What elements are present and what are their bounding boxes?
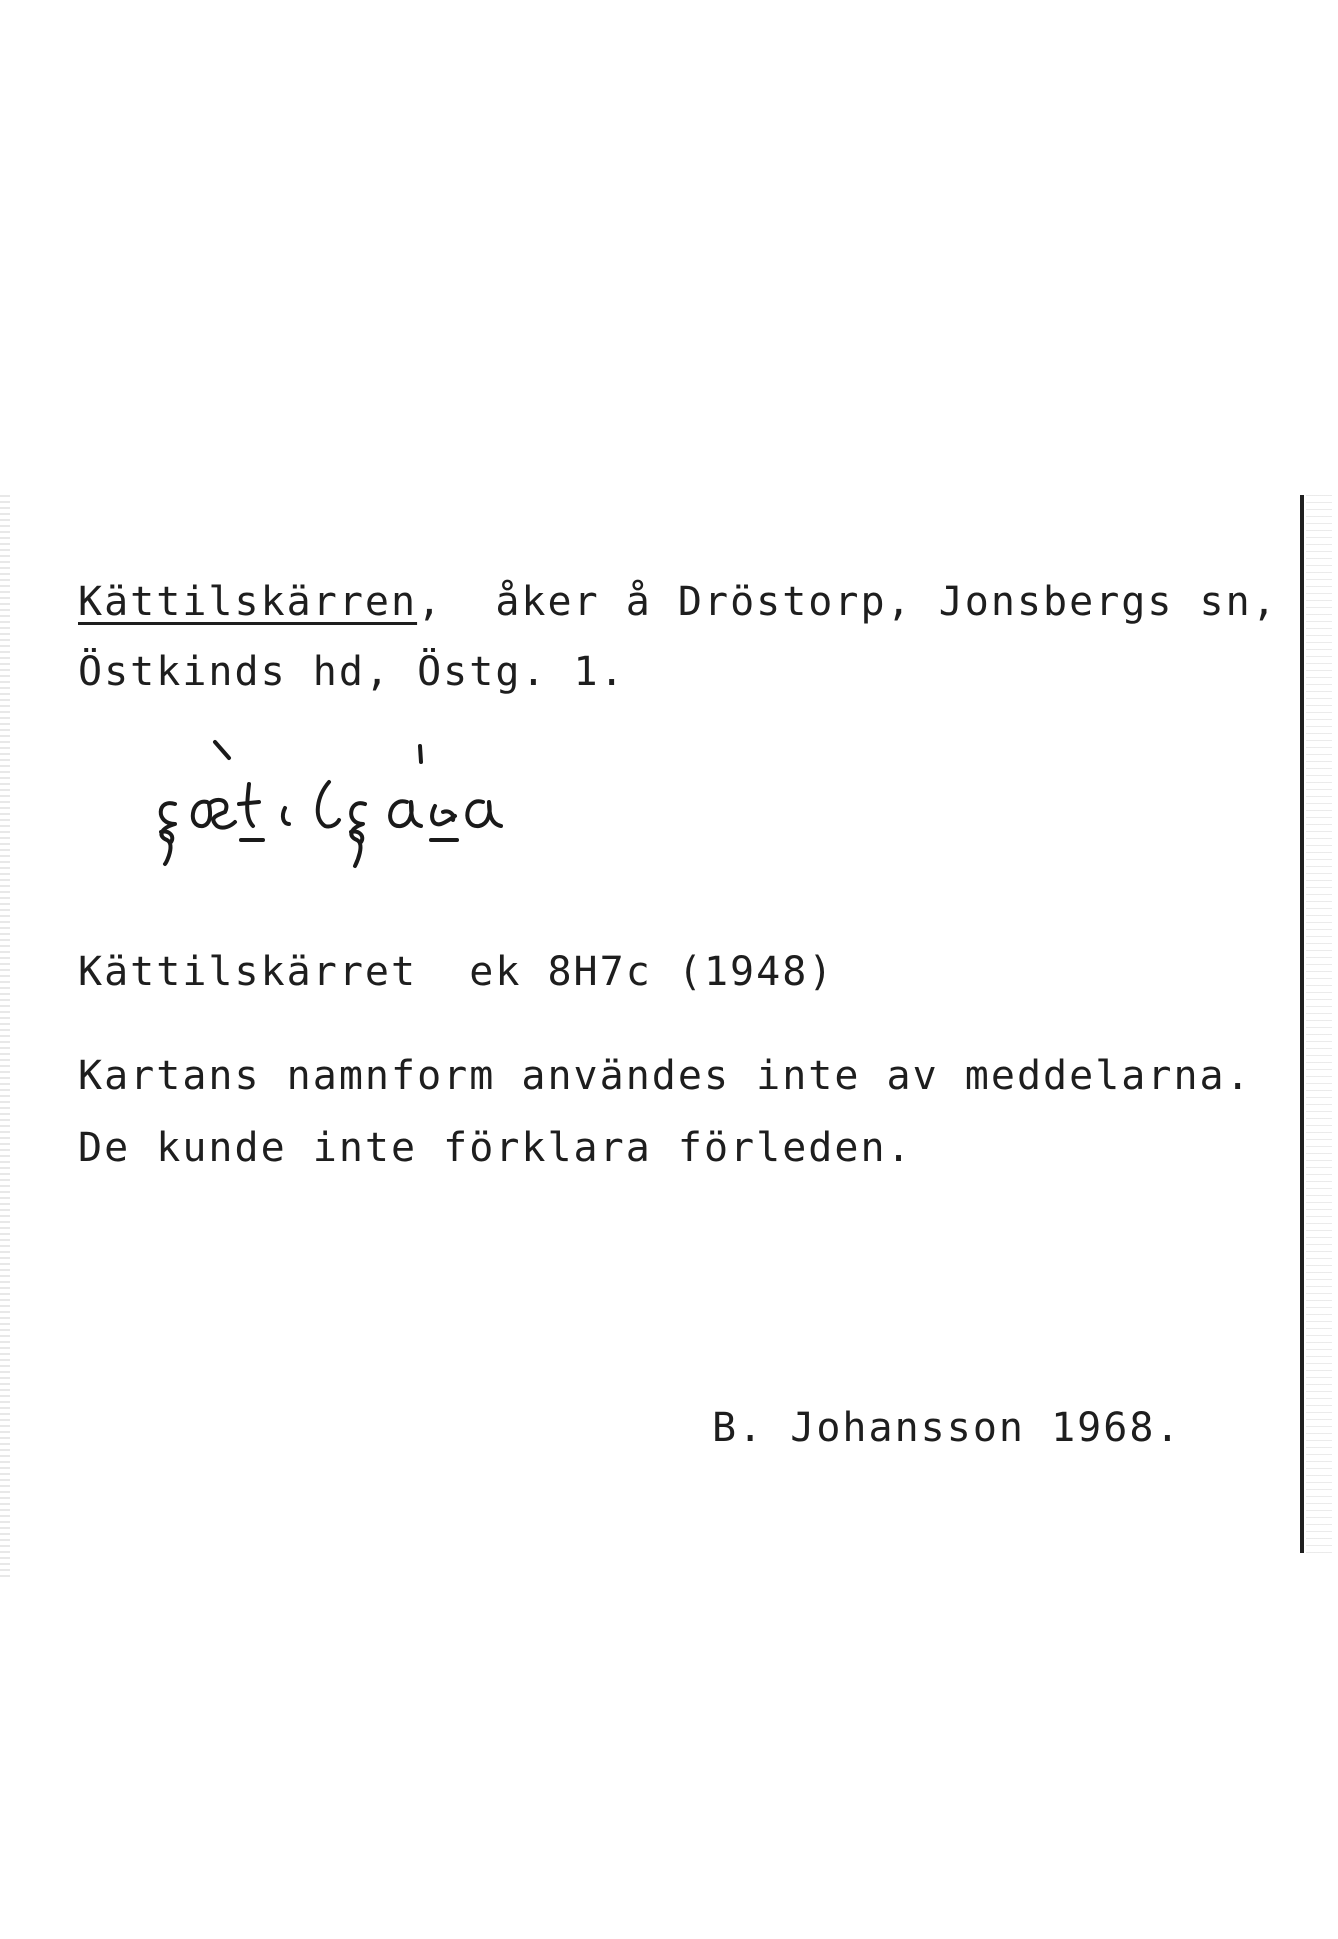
- map-form-line: Kättilskärret ek 8H7c (1948): [78, 949, 835, 995]
- location-text: , åker å Dröstorp, Jonsbergs sn,: [417, 579, 1278, 625]
- entry-line-1: [78, 578, 1278, 626]
- card-edge-right-texture: [1306, 495, 1332, 1553]
- entry-line-2: Östkinds hd, Östg. 1.: [78, 649, 626, 695]
- card-edge-left: [0, 495, 10, 1580]
- note-line-2: De kunde inte förklara förleden.: [78, 1125, 913, 1171]
- headword: Kättilskärren: [78, 579, 418, 625]
- card-edge-right: [1300, 495, 1304, 1553]
- signature: B. Johansson 1968.: [712, 1405, 1182, 1451]
- handwritten-phonetic-transcription: [145, 732, 565, 872]
- note-line-1: Kartans namnform användes inte av meddelarna.: [78, 1053, 1252, 1099]
